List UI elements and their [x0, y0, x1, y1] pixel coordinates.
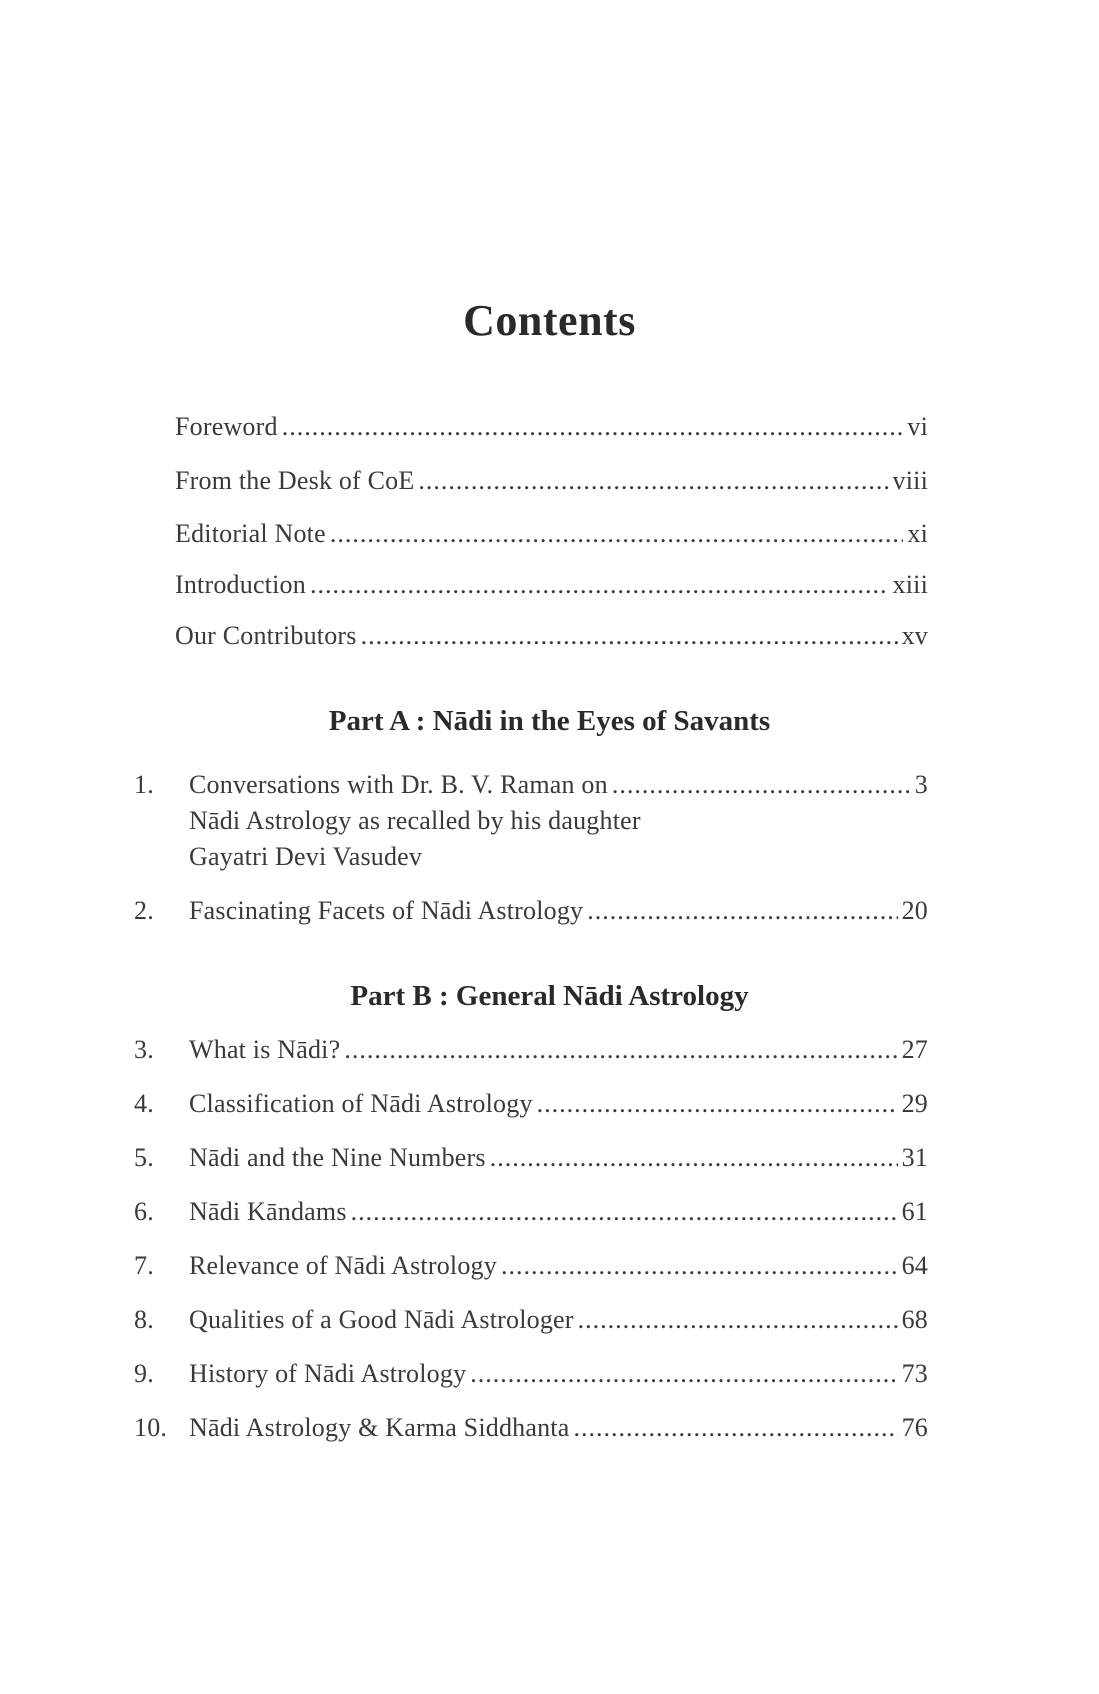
toc-chapter-10: [134, 1409, 928, 1447]
chapter-number: 2.: [134, 896, 154, 925]
toc-chapter-2: [134, 892, 928, 930]
toc-entry-page: 3: [914, 770, 928, 799]
toc-entry-label: Classification of Nādi Astrology: [189, 1089, 533, 1118]
leader-dots: [344, 1031, 897, 1069]
chapter-number: 8.: [134, 1305, 154, 1334]
toc-entry-contributors: [175, 617, 928, 655]
toc-entry-label: What is Nādi?: [189, 1035, 341, 1064]
chapter-number: 9.: [134, 1359, 154, 1388]
page-title: Contents: [463, 296, 636, 345]
leader-dots: [612, 766, 911, 804]
toc-entry-page: 27: [901, 1035, 928, 1064]
toc-entry-label: Foreword: [175, 412, 278, 441]
toc-entry-label: Fascinating Facets of Nādi Astrology: [189, 896, 584, 925]
toc-chapter-1-line2: Nādi Astrology as recalled by his daughter: [189, 806, 641, 835]
toc-chapter-4: [134, 1085, 928, 1123]
toc-chapter-7: [134, 1247, 928, 1285]
leader-dots: [351, 1193, 898, 1231]
chapter-number: 3.: [134, 1035, 154, 1064]
toc-entry-label: Nādi Kāndams: [189, 1197, 347, 1226]
toc-entry-page: 76: [901, 1413, 928, 1442]
chapter-number: 10.: [134, 1413, 168, 1442]
toc-entry-label: Nādi Astrology & Karma Siddhanta: [189, 1413, 570, 1442]
toc-chapter-1-line3: Gayatri Devi Vasudev: [189, 842, 423, 871]
toc-entry-page: viii: [892, 466, 928, 495]
toc-entry-page: 29: [901, 1089, 928, 1118]
leader-dots: [361, 617, 898, 655]
toc-entry-page: 73: [901, 1359, 928, 1388]
toc-entry-editorial-note: [175, 515, 928, 553]
toc-entry-introduction: [175, 566, 928, 604]
leader-dots: [490, 1139, 898, 1177]
part-a-heading: Part A : Nādi in the Eyes of Savants: [328, 705, 771, 737]
toc-entry-page: 31: [901, 1143, 928, 1172]
toc-entry-page: vi: [907, 412, 928, 441]
toc-entry-page: xi: [907, 519, 928, 548]
toc-entry-label: Editorial Note: [175, 519, 326, 548]
toc-entry-label: Qualities of a Good Nādi Astrologer: [189, 1305, 574, 1334]
toc-entry-label: History of Nādi Astrology: [189, 1359, 467, 1388]
leader-dots: [573, 1409, 897, 1447]
toc-entry-page: xv: [901, 621, 928, 650]
leader-dots: [418, 462, 888, 500]
toc-chapter-1: [134, 766, 928, 804]
chapter-number: 5.: [134, 1143, 154, 1172]
toc-chapter-3: [134, 1031, 928, 1069]
toc-entry-page: 61: [901, 1197, 928, 1226]
toc-entry-page: 64: [901, 1251, 928, 1280]
toc-chapter-8: [134, 1301, 928, 1339]
leader-dots: [470, 1355, 897, 1393]
leader-dots: [330, 515, 904, 553]
toc-entry-page: 68: [901, 1305, 928, 1334]
leader-dots: [578, 1301, 898, 1339]
leader-dots: [587, 892, 897, 930]
toc-entry-label: Introduction: [175, 570, 306, 599]
toc-entry-page: 20: [901, 896, 928, 925]
toc-entry-page: xiii: [892, 570, 928, 599]
toc-entry-label: Conversations with Dr. B. V. Raman on: [189, 770, 608, 799]
toc-entry-label: Our Contributors: [175, 621, 357, 650]
chapter-number: 6.: [134, 1197, 154, 1226]
toc-entry-label: Nādi and the Nine Numbers: [189, 1143, 486, 1172]
leader-dots: [501, 1247, 898, 1285]
leader-dots: [310, 566, 889, 604]
chapter-number: 7.: [134, 1251, 154, 1280]
toc-entry-desk-of-coe: [175, 462, 928, 500]
leader-dots: [537, 1085, 898, 1123]
chapter-number: 4.: [134, 1089, 154, 1118]
leader-dots: [282, 408, 904, 446]
toc-entry-foreword: [175, 408, 928, 446]
chapter-number: 1.: [134, 770, 154, 799]
toc-chapter-5: [134, 1139, 928, 1177]
toc-chapter-6: [134, 1193, 928, 1231]
part-b-heading: Part B : General Nādi Astrology: [350, 980, 749, 1012]
toc-entry-label: Relevance of Nādi Astrology: [189, 1251, 497, 1280]
toc-chapter-9: [134, 1355, 928, 1393]
toc-entry-label: From the Desk of CoE: [175, 466, 415, 495]
